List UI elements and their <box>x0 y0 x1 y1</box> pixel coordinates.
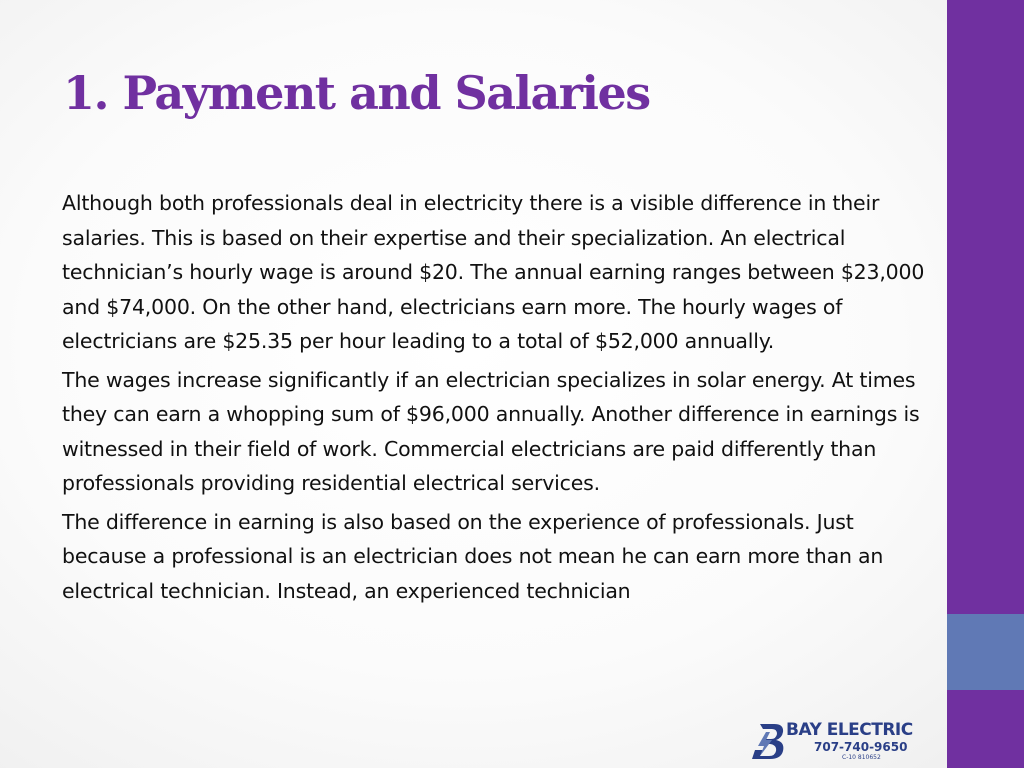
paragraph-experience: The difference in earning is also based on the experience of professionals. Just because a professional is an electrician does not mean he can earn more than an electrical technician. Instead, an experienced technician <box>62 509 884 603</box>
slide-title: 1. Payment and Salaries <box>63 66 650 120</box>
slide-body <box>62 186 930 612</box>
sidebar-purple-bar <box>947 0 1024 614</box>
logo-license-number: C-10 810652 <box>842 754 881 761</box>
logo-company-name: BAY ELECTRIC <box>786 720 913 740</box>
paragraph-salaries: Although both professionals deal in electricity there is a visible difference in their salaries. This is based on their expertise and their specialization. An electrical technician’s hourly wage is around $20. The annual earning ranges between $23,000 and $74,000. On the other hand, electricians earn more. The hourly wages of electricians are $25.35 per hour leading to a total of $52,000 annually. <box>62 191 925 353</box>
paragraph-solar: The wages increase significantly if an electrician specializes in solar energy. At times they can earn a whopping sum of $96,000 annually. Another difference in earnings is witnessed in their field of work. Commercial electricians are paid differently than professionals providing residential electrical services. <box>62 367 920 495</box>
b-bolt-logo-icon <box>750 720 790 762</box>
logo-phone-number: 707-740-9650 <box>814 740 908 754</box>
bay-electric-logo <box>750 718 935 763</box>
sidebar-blue-block <box>947 614 1024 690</box>
sidebar-purple-bottom <box>947 690 1024 768</box>
